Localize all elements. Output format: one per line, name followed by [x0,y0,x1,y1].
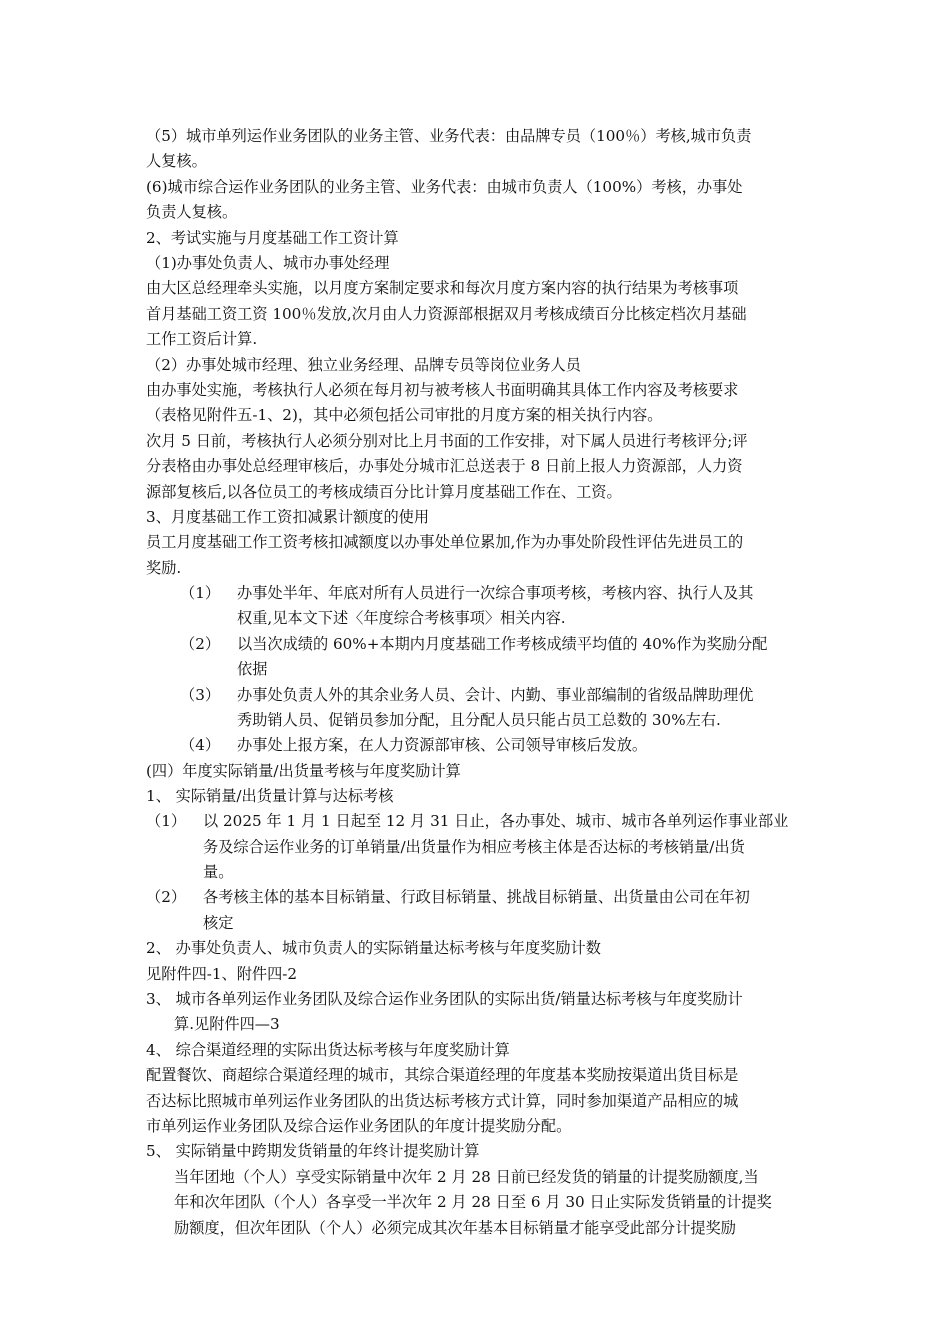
list-item-text: 以当次成绩的 60%+本期内月度基础工作考核成绩平均值的 40%作为奖励分配 [237,635,768,653]
text-line: 负责人复核。 [146,203,238,221]
section-heading: 3、月度基础工作工资扣减累计额度的使用 [146,508,430,526]
text-line: 分表格由办事处总经理审核后，办事处分城市汇总送表于 8 日前上报人力资源部，人力资 [146,457,743,475]
list-item-number: （2） [146,888,187,906]
text-line: 当年团地（个人）享受实际销量中次年 2 月 28 日前已经发货的销量的计提奖励额度,当 [174,1168,759,1186]
text-line: 励额度，但次年团队（个人）必须完成其次年基本目标销量才能享受此部分计提奖励 [174,1219,736,1237]
list-item-text: 权重,见本文下述〈年度综合考核事项〉相关内容. [237,609,566,627]
text-line: 工作工资后计算. [146,330,258,348]
subsection-heading: 1、 实际销量/出货量计算与达标考核 [146,787,394,805]
list-item-number: （2） [180,635,221,653]
text-line: 见附件四-1、附件四-2 [146,965,298,983]
list-item-text: 以 2025 年 1 月 1 日起至 12 月 31 日止，各办事处、城市、城市各单列运作事业部业 [203,812,789,830]
list-item-text: 核定 [203,914,234,932]
list-item-text: 办事处上报方案，在人力资源部审核、公司领导审核后发放。 [237,736,648,754]
subsection-heading: 3、 城市各单列运作业务团队及综合运作业务团队的实际出货/销量达标考核与年度奖励计 [146,990,743,1008]
subsection-heading: （2）办事处城市经理、独立业务经理、品牌专员等岗位业务人员 [146,356,581,374]
subsection-heading: 5、 实际销量中跨期发货销量的年终计提奖励计算 [146,1142,480,1160]
text-line: 算.见附件四—3 [174,1015,280,1033]
subsection-heading: 4、 综合渠道经理的实际出货达标考核与年度奖励计算 [146,1041,510,1059]
list-item-text: 办事处负责人外的其余业务人员、会计、内勤、事业部编制的省级品牌助理优 [237,686,754,704]
list-item-text: 各考核主体的基本目标销量、行政目标销量、挑战目标销量、出货量由公司在年初 [203,888,750,906]
text-line: 奖励. [146,559,182,577]
text-line: 次月 5 日前，考核执行人必须分别对比上月书面的工作安排，对下属人员进行考核评分;评 [146,432,748,450]
list-item-text: 量。 [203,863,234,881]
list-item-text: 依据 [237,660,268,678]
text-line: 由大区总经理牵头实施，以月度方案制定要求和每次月度方案内容的执行结果为考核事项 [146,279,739,297]
text-line: (6)城市综合运作业务团队的业务主管、业务代表：由城市负责人（100%）考核，办事处 [146,178,743,196]
text-line: 否达标比照城市单列运作业务团队的出货达标考核方式计算，同时参加渠道产品相应的城 [146,1092,739,1110]
text-line: 市单列运作业务团队及综合运作业务团队的年度计提奖励分配。 [146,1117,572,1135]
list-item-text: 秀助销人员、促销员参加分配，且分配人员只能占员工总数的 30%左右. [237,711,721,729]
list-item-number: （1） [146,812,187,830]
text-line: 配置餐饮、商超综合渠道经理的城市，其综合渠道经理的年度基本奖励按渠道出货目标是 [146,1066,739,1084]
list-item-number: （3） [180,686,221,704]
subsection-heading: （1)办事处负责人、城市办事处经理 [146,254,390,272]
list-item-number: （4） [180,736,221,754]
section-heading: 2、考试实施与月度基础工作工资计算 [146,229,399,247]
text-line: （5）城市单列运作业务团队的业务主管、业务代表：由品牌专员（100％）考核,城市负责 [146,127,752,145]
section-heading: (四）年度实际销量/出货量考核与年度奖励计算 [146,762,461,780]
text-line: 人复核。 [146,152,207,170]
text-line: 首月基础工资工资 100％发放,次月由人力资源部根据双月考核成绩百分比核定档次月基础 [146,305,747,323]
text-line: 源部复核后,以各位员工的考核成绩百分比计算月度基础工作在、工资。 [146,483,622,501]
list-item-text: 务及综合运作业务的订单销量/出货量作为相应考核主体是否达标的考核销量/出货 [203,838,745,856]
text-line: （表格见附件五-1、2)，其中必须包括公司审批的月度方案的相关执行内容。 [146,406,663,424]
text-line: 由办事处实施，考核执行人必须在每月初与被考核人书面明确其具体工作内容及考核要求 [146,381,739,399]
subsection-heading: 2、 办事处负责人、城市负责人的实际销量达标考核与年度奖励计数 [146,939,601,957]
text-line: 员工月度基础工作工资考核扣减额度以办事处单位累加,作为办事处阶段性评估先进员工的 [146,533,744,551]
list-item-text: 办事处半年、年底对所有人员进行一次综合事项考核，考核内容、执行人及其 [237,584,754,602]
list-item-number: （1） [180,584,221,602]
text-line: 年和次年团队（个人）各享受一半次年 2 月 28 日至 6 月 30 日止实际发货销量的计提奖 [174,1193,772,1211]
